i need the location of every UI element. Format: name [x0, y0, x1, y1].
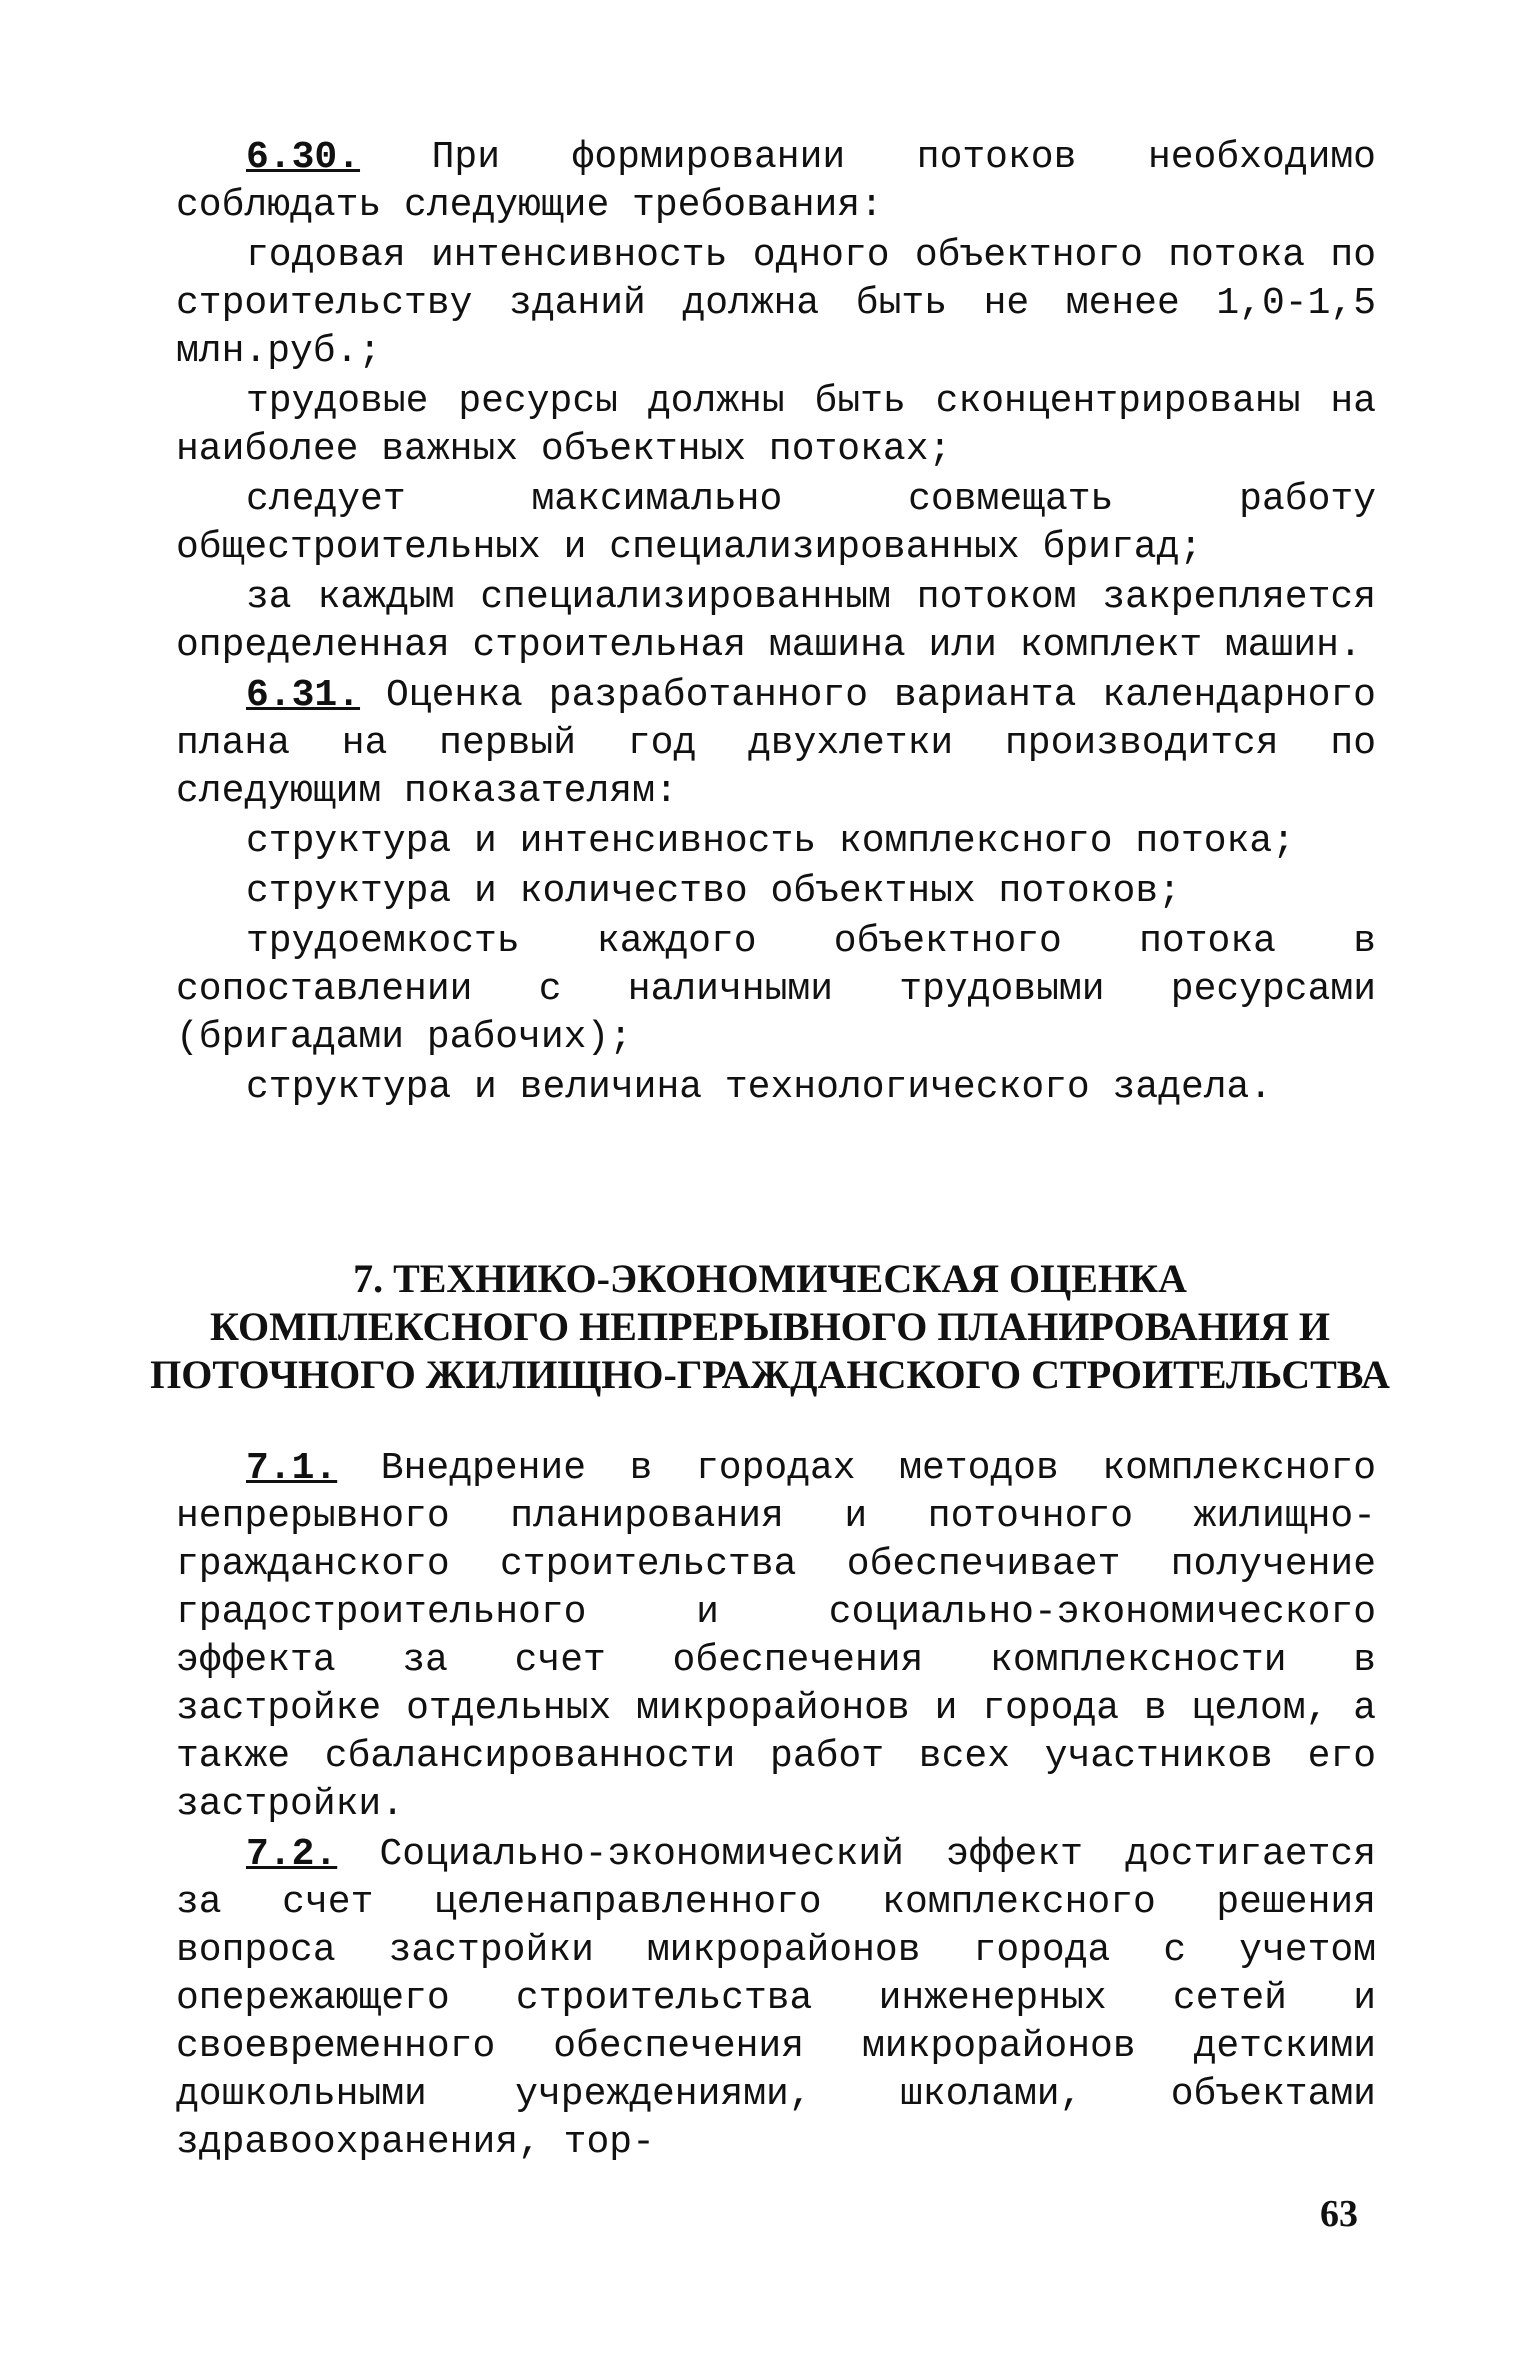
- list-item: за каждым специализированным потоком закрепляется определенная строительная машина или комплект машин.: [176, 576, 1376, 667]
- heading-line: КОМПЛЕКСНОГО НЕПРЕРЫВНОГО ПЛАНИРОВАНИЯ И: [210, 1304, 1330, 1349]
- list-item: структура и интенсивность комплексного потока;: [246, 820, 1295, 863]
- list-item: структура и величина технологического задела.: [246, 1066, 1273, 1109]
- paragraph-text: Оценка разработанного варианта календарного плана на первый год двухлетки производится по следующим показателям:: [176, 674, 1376, 813]
- section-7-block: [176, 1445, 1376, 2169]
- paragraph-7-1: [176, 1445, 1376, 1829]
- list-item: следует максимально совмещать работу общестроительных и специализированных бригад;: [176, 478, 1376, 569]
- paragraph-text: Внедрение в городах методов комплексного непрерывного планирования и поточного жилищно-гражданского строительства обеспечивает получение градостроительного и социально-экономического эффекта за счет обеспечения комплексности в застройке отдельных микрорайонов и города в целом, а также сбалансированности работ всех участников его застройки.: [176, 1447, 1376, 1826]
- list-item: трудоемкость каждого объектного потока в сопоставлении с наличными трудовыми ресурсами (бригадами рабочих);: [176, 920, 1376, 1059]
- heading-line: 7. ТЕХНИКО-ЭКОНОМИЧЕСКАЯ ОЦЕНКА: [353, 1256, 1187, 1301]
- paragraph-text: Социально-экономический эффект достигается за счет целенаправленного комплексного решения вопроса застройки микрорайонов города с учетом опережающего строительства инженерных сетей и своевременного обеспечения микрорайонов детскими дошкольными учреждениями, школами, объектами здравоохранения, тор-: [176, 1833, 1376, 2164]
- paragraph-number: 6.31.: [246, 674, 361, 717]
- paragraph-6-30: [176, 134, 1376, 230]
- list-item: трудовые ресурсы должны быть сконцентрированы на наиболее важных объектных потоках;: [176, 380, 1376, 471]
- paragraph-7-2: [176, 1831, 1376, 2167]
- heading-line: ПОТОЧНОГО ЖИЛИЩНО-ГРАЖДАНСКОГО СТРОИТЕЛЬСТВА: [150, 1352, 1390, 1397]
- paragraph-number: 7.1.: [246, 1447, 338, 1490]
- section-6-block: [176, 134, 1376, 1114]
- page-number: 63: [1320, 2193, 1358, 2235]
- list-item: структура и количество объектных потоков;: [246, 870, 1181, 913]
- paragraph-text: При формировании потоков необходимо соблюдать следующие требования:: [176, 136, 1376, 227]
- list-item: годовая интенсивность одного объектного потока по строительству зданий должна быть не менее 1,0-1,5 млн.руб.;: [176, 234, 1376, 373]
- paragraph-6-31: [176, 672, 1376, 816]
- section-heading: [150, 1255, 1390, 1399]
- paragraph-number: 6.30.: [246, 136, 361, 179]
- paragraph-number: 7.2.: [246, 1833, 338, 1876]
